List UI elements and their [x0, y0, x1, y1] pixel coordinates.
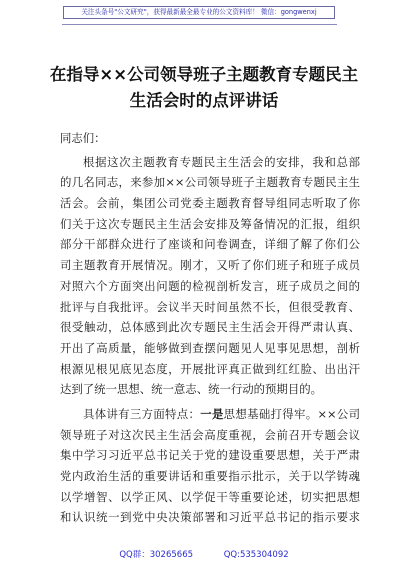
- paragraph-line: 根据这次主题教育专题民主生活会的安排，我和总部: [83, 154, 360, 169]
- title-line-1: 在指导××公司领导班子主题教育专题民主: [49, 65, 359, 84]
- paragraph-2-lead-rest: 思想基础打得牢。××公司: [223, 406, 360, 421]
- paragraph-line: 的几名同志，来参加××公司领导班子主题教育专题民主生: [60, 175, 360, 190]
- paragraph-2-lead: 具体讲有三方面特点：: [83, 406, 201, 421]
- document-title: [40, 62, 368, 114]
- paragraph-line: 以学增智、以学正风、以学促干等重要论述，切实把思想: [60, 489, 360, 504]
- paragraph-2: [60, 404, 360, 528]
- paragraph-line: 批评与自我批评。会议半天时间虽然不长，但很受教育、: [60, 299, 360, 314]
- header-banner[interactable]: [63, 6, 335, 19]
- paragraph-line: 对照六个方面突出问题的检视剖析发言，班子成员之间的: [60, 278, 360, 293]
- footer-qq-group: QQ群：30265665: [119, 550, 194, 560]
- header-divider: [62, 24, 337, 25]
- paragraph-line: 根源见根见底见态度，开展批评真正做到红红脸、出出汗: [60, 361, 360, 376]
- paragraph-line: 党内政治生活的重要讲话和重要指示批示，关于以学铸魂: [60, 469, 360, 483]
- footer-contact: [0, 548, 408, 560]
- paragraph-line: 开出了高质量，能够做到查摆问题见人见事见思想，剖析: [60, 340, 360, 355]
- paragraph-line: 和认识统一到党中央决策部署和习近平总书记的指示要求: [60, 510, 360, 525]
- paragraph-line: 达到了统一思想、统一意志、统一行动的预期目的。: [60, 382, 322, 397]
- paragraph-1: [60, 152, 360, 400]
- paragraph-line: [60, 404, 360, 425]
- title-line-2: 生活会时的点评讲话: [129, 91, 279, 110]
- paragraph-line: 们关于这次专题民主生活会安排及筹备情况的汇报，组织: [60, 216, 360, 231]
- paragraph-line: 部分干部群众进行了座谈和问卷调查，详细了解了你们公: [60, 237, 360, 252]
- paragraph-line: 很受触动，总体感到此次专题民主生活会开得严肃认真、: [60, 320, 360, 335]
- document-body: [60, 128, 360, 528]
- paragraph-line: 司主题教育开展情况。刚才，又听了你们班子和班子成员: [60, 258, 360, 273]
- header-banner-text: 关注头条号"公文研究"，获得最新最全最专业的公文资料库！ 微信：gongwenxj: [81, 8, 317, 16]
- paragraph-line: 集中学习习近平总书记关于党的建设重要思想，关于严肃: [60, 448, 360, 463]
- footer-qq: QQ:535304092: [223, 550, 289, 560]
- point-one-label: 一是: [200, 406, 224, 421]
- paragraph-line: 活会。会前，集团公司党委主题教育督导组同志听取了你: [60, 196, 360, 211]
- paragraph-line: 领导班子对这次民主生活会高度重视，会前召开专题会议: [60, 427, 360, 442]
- salutation: 同志们：: [60, 131, 106, 145]
